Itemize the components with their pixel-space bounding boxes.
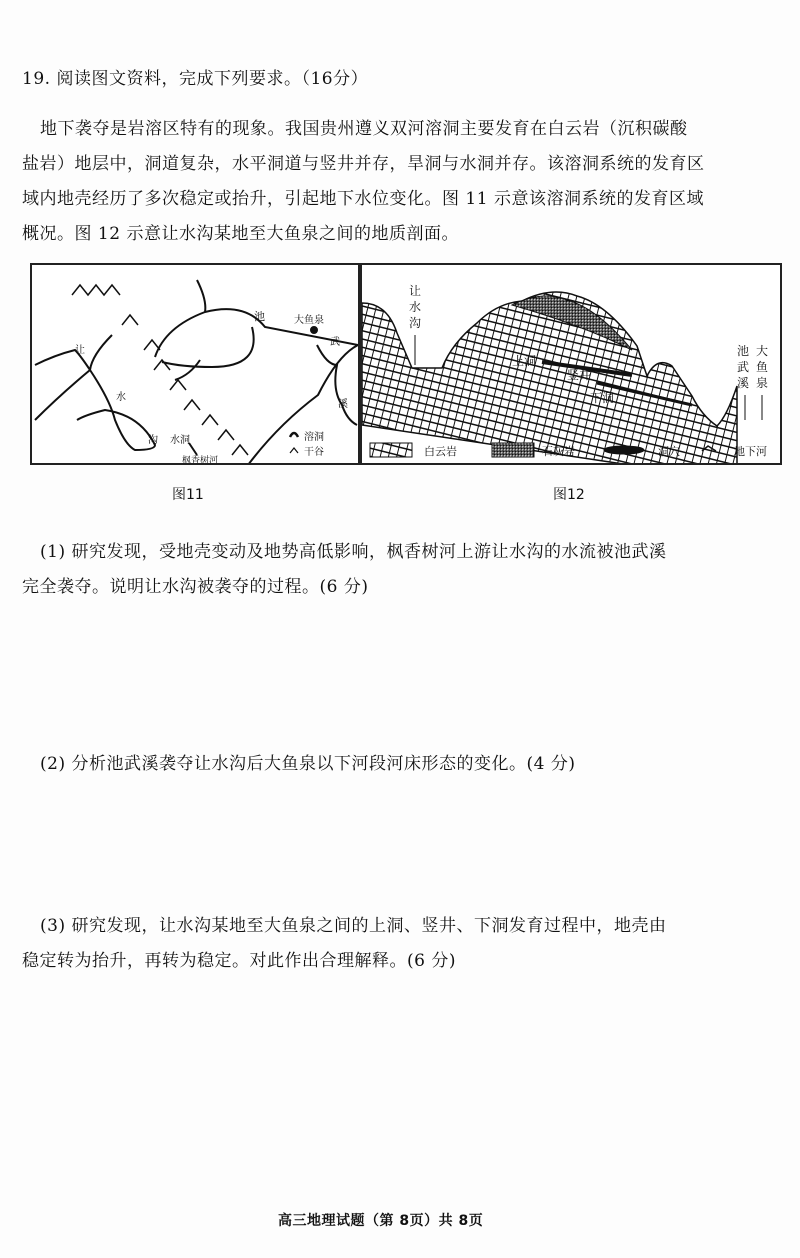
dry-valley-icon xyxy=(290,448,298,453)
legend-cave: 溶洞 xyxy=(304,432,324,443)
legend-cave: 洞穴 xyxy=(658,445,680,458)
label-gou: 沟 xyxy=(148,435,158,446)
figure-11-map xyxy=(30,263,360,465)
label-rangshuigou: 水 xyxy=(409,300,422,314)
label-chiwuxi: 溪 xyxy=(737,376,750,390)
label-chiwuxi: 武 xyxy=(737,360,750,374)
river xyxy=(35,335,155,450)
paragraph-line: 域内地壳经历了多次稳定或抬升，引起地下水位变化。图 11 示意该溶洞系统的发育区域 xyxy=(22,189,704,209)
label-xi: 溪 xyxy=(338,399,348,410)
river xyxy=(189,443,197,455)
label-upper-cave: 上洞 xyxy=(512,354,537,368)
legend-dry-valley: 干谷 xyxy=(304,447,324,458)
paragraph-line: 盐岩）地层中，洞道复杂，水平洞道与竖井并存，旱洞与水洞并存。该溶洞系统的发育区 xyxy=(22,154,705,174)
subquestion-2: (2) 分析池武溪袭夺让水沟后大鱼泉以下河段河床形态的变化。(4 分) xyxy=(40,754,576,774)
paragraph-line: 地下袭夺是岩溶区特有的现象。我国贵州遵义双河溶洞主要发育在白云岩（沉积碳酸 xyxy=(40,119,688,139)
label-dayuquan: 大鱼泉 xyxy=(294,315,324,326)
dayuquan-spring-dot xyxy=(311,327,317,333)
subquestion-1-line: (1) 研究发现，受地壳变动及地势高低影响，枫香树河上游让水沟的水流被池武溪 xyxy=(40,542,667,562)
profile-drawing xyxy=(362,265,780,463)
label-wu: 武 xyxy=(330,337,340,348)
river xyxy=(162,327,254,380)
label-dayuquan: 泉 xyxy=(756,376,769,390)
label-rangshuigou: 沟 xyxy=(409,316,422,330)
cave-swatch xyxy=(604,446,644,454)
label-rang: 让 xyxy=(75,345,85,356)
label-shuidong: 水洞 xyxy=(170,435,190,446)
question-title: 19. 阅读图文资料，完成下列要求。（16分） xyxy=(22,69,369,89)
subquestion-3-line: 稳定转为抬升，再转为稳定。对此作出合理解释。(6 分) xyxy=(22,951,456,971)
figure-11-caption: 图11 xyxy=(172,487,204,503)
cave-icon xyxy=(290,433,298,437)
figure-12-caption: 图12 xyxy=(553,487,585,503)
label-chiwuxi: 池 xyxy=(737,344,750,358)
label-shui: 水 xyxy=(116,392,126,403)
label-river: 枫香树河 xyxy=(182,456,219,463)
figure-12-profile xyxy=(360,263,782,465)
map-drawing xyxy=(32,265,358,463)
limestone-swatch xyxy=(492,443,534,457)
subquestion-1-line: 完全袭夺。说明让水沟被袭夺的过程。(6 分) xyxy=(22,577,369,597)
label-lower-cave: 下洞 xyxy=(590,391,615,405)
paragraph-line: 概况。图 12 示意让水沟某地至大鱼泉之间的地质剖面。 xyxy=(22,224,459,244)
subquestion-3-line: (3) 研究发现，让水沟某地至大鱼泉之间的上洞、竖井、下洞发育过程中，地壳由 xyxy=(40,916,667,936)
legend-dolomite: 白云岩 xyxy=(424,445,457,458)
legend-limestone: 石灰岩 xyxy=(542,445,575,458)
label-dayuquan: 大 xyxy=(756,344,769,358)
label-shaft: 竖井 xyxy=(567,368,592,382)
legend-underground-river: 地下河 xyxy=(734,445,767,458)
mountain-ridge xyxy=(72,285,248,455)
label-rangshuigou: 让 xyxy=(409,284,422,298)
page-footer: 高三地理试题（第 8页）共 8页 xyxy=(278,1213,484,1229)
dolomite-swatch xyxy=(370,443,412,457)
label-chi: 池 xyxy=(254,310,265,323)
label-dayuquan: 鱼 xyxy=(756,360,769,374)
